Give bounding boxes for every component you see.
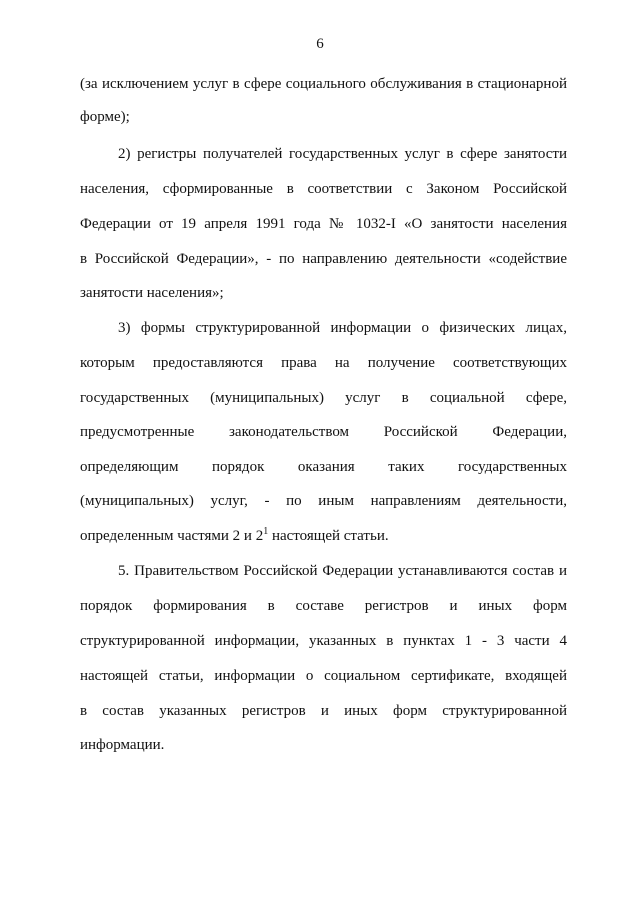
text-line: предусмотренные законодательством Российской Федерации,	[80, 424, 567, 440]
text-line: в Российской Федерации», - по направлению деятельности «содействие	[80, 251, 567, 267]
page-number: 6	[316, 36, 324, 52]
text-line: 2) регистры получателей государственных услуг в сфере занятости	[118, 146, 567, 162]
text-line: порядок формирования в составе регистров и иных форм	[80, 598, 567, 614]
text-line: настоящей статьи, информации о социальном сертификате, входящей	[80, 668, 567, 684]
text-line: форме);	[80, 109, 130, 125]
text-line: которым предоставляются права на получение соответствующих	[80, 355, 567, 371]
text-fragment: настоящей статьи.	[268, 528, 389, 544]
text-line: в состав указанных регистров и иных форм структурированной	[80, 703, 567, 719]
superscript: 1	[263, 526, 269, 537]
text-line: определяющим порядок оказания таких государственных	[80, 459, 567, 475]
text-line: населения, сформированные в соответствии с Законом Российской	[80, 181, 567, 197]
text-line: (за исключением услуг в сфере социального обслуживания в стационарной	[80, 76, 567, 92]
text-fragment: определенным частями 2 и 2	[80, 528, 264, 544]
text-line: Федерации от 19 апреля 1991 года № 1032-I «О занятости населения	[80, 216, 567, 232]
text-line: государственных (муниципальных) услуг в социальной сфере,	[80, 390, 567, 406]
text-line: 5. Правительством Российской Федерации устанавливаются состав и	[118, 563, 567, 579]
text-line: структурированной информации, указанных в пунктах 1 - 3 части 4	[80, 633, 567, 649]
text-line: информации.	[80, 737, 165, 753]
text-line: 3) формы структурированной информации о физических лицах,	[118, 320, 567, 336]
text-line: (муниципальных) услуг, - по иным направлениям деятельности,	[80, 493, 567, 509]
text-line	[80, 527, 567, 545]
text-line: занятости населения»;	[80, 285, 224, 301]
